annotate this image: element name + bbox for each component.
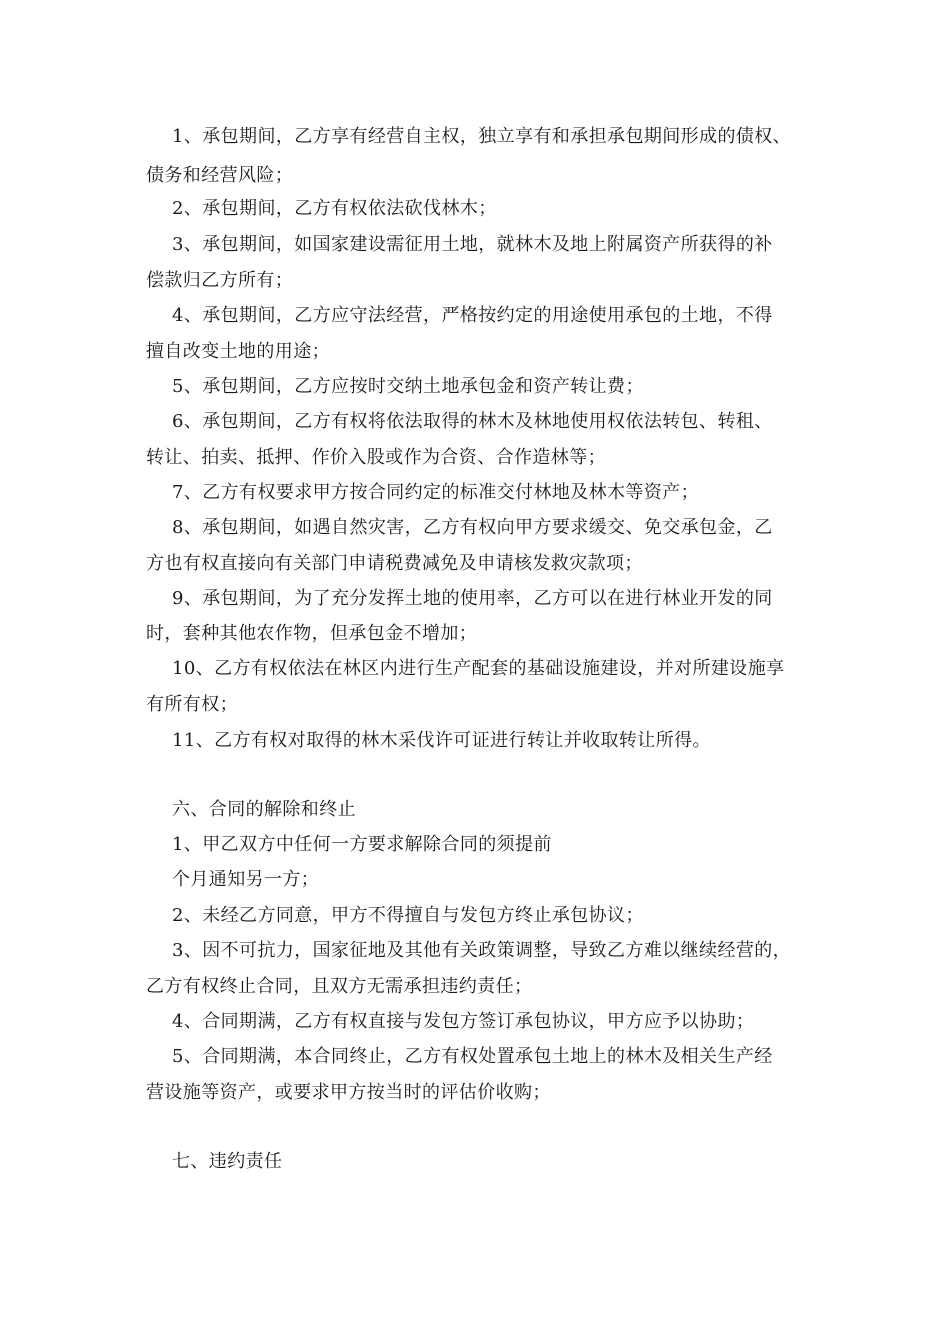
paragraph-line: 2、承包期间，乙方有权依法砍伐林木； (172, 198, 497, 219)
paragraph-line: 转让、拍卖、抵押、作价入股或作为合资、合作造林等； (146, 447, 606, 468)
section-heading: 六、合同的解除和终止 (172, 799, 356, 820)
paragraph-line: 9、承包期间，为了充分发挥土地的使用率，乙方可以在进行林业开发的同 (172, 588, 773, 609)
paragraph-line: 4、合同期满，乙方有权直接与发包方签订承包协议，甲方应予以协助； (172, 1011, 755, 1032)
paragraph-line: 个月通知另一方； (172, 869, 320, 890)
paragraph-line: 偿款归乙方所有； (146, 270, 294, 291)
paragraph-line: 有所有权； (146, 694, 238, 715)
paragraph-line: 10、乙方有权依法在林区内进行生产配套的基础设施建设，并对所建设施享 (172, 658, 785, 679)
paragraph-line: 4、承包期间，乙方应守法经营，严格按约定的用途使用承包的土地，不得 (172, 305, 773, 326)
paragraph-line: 1、承包期间，乙方享有经营自主权，独立享有和承担承包期间形成的债权、 (172, 126, 792, 147)
paragraph-line: 乙方有权终止合同，且双方无需承担违约责任； (146, 976, 533, 997)
paragraph-line: 5、合同期满，本合同终止，乙方有权处置承包土地上的林木及相关生产经 (172, 1046, 773, 1067)
paragraph-line: 1、甲乙双方中任何一方要求解除合同的须提前 (172, 834, 552, 855)
paragraph-line: 2、未经乙方同意，甲方不得擅自与发包方终止承包协议； (172, 905, 644, 926)
paragraph-line: 营设施等资产，或要求甲方按当时的评估价收购； (146, 1082, 551, 1103)
paragraph-line: 时，套种其他农作物，但承包金不增加； (146, 623, 478, 644)
paragraph-line: 债务和经营风险； (146, 165, 294, 186)
paragraph-line: 3、承包期间，如国家建设需征用土地，就林木及地上附属资产所获得的补 (172, 234, 773, 255)
paragraph-line: 6、承包期间，乙方有权将依法取得的林木及林地使用权依法转包、转租、 (172, 411, 773, 432)
paragraph-line: 方也有权直接向有关部门申请税费减免及申请核发救灾款项； (146, 553, 643, 574)
paragraph-line: 11、乙方有权对取得的林木采伐许可证进行转让并收取转让所得。 (172, 730, 711, 751)
paragraph-line: 5、承包期间，乙方应按时交纳土地承包金和资产转让费； (172, 376, 644, 397)
paragraph-line: 8、承包期间，如遇自然灾害，乙方有权向甲方要求缓交、免交承包金，乙 (172, 517, 773, 538)
section-heading: 七、违约责任 (172, 1151, 283, 1172)
paragraph-line: 3、因不可抗力，国家征地及其他有关政策调整，导致乙方难以继续经营的， (172, 940, 792, 961)
paragraph-line: 7、乙方有权要求甲方按合同约定的标准交付林地及林木等资产； (172, 482, 700, 503)
paragraph-line: 擅自改变土地的用途； (146, 341, 330, 362)
